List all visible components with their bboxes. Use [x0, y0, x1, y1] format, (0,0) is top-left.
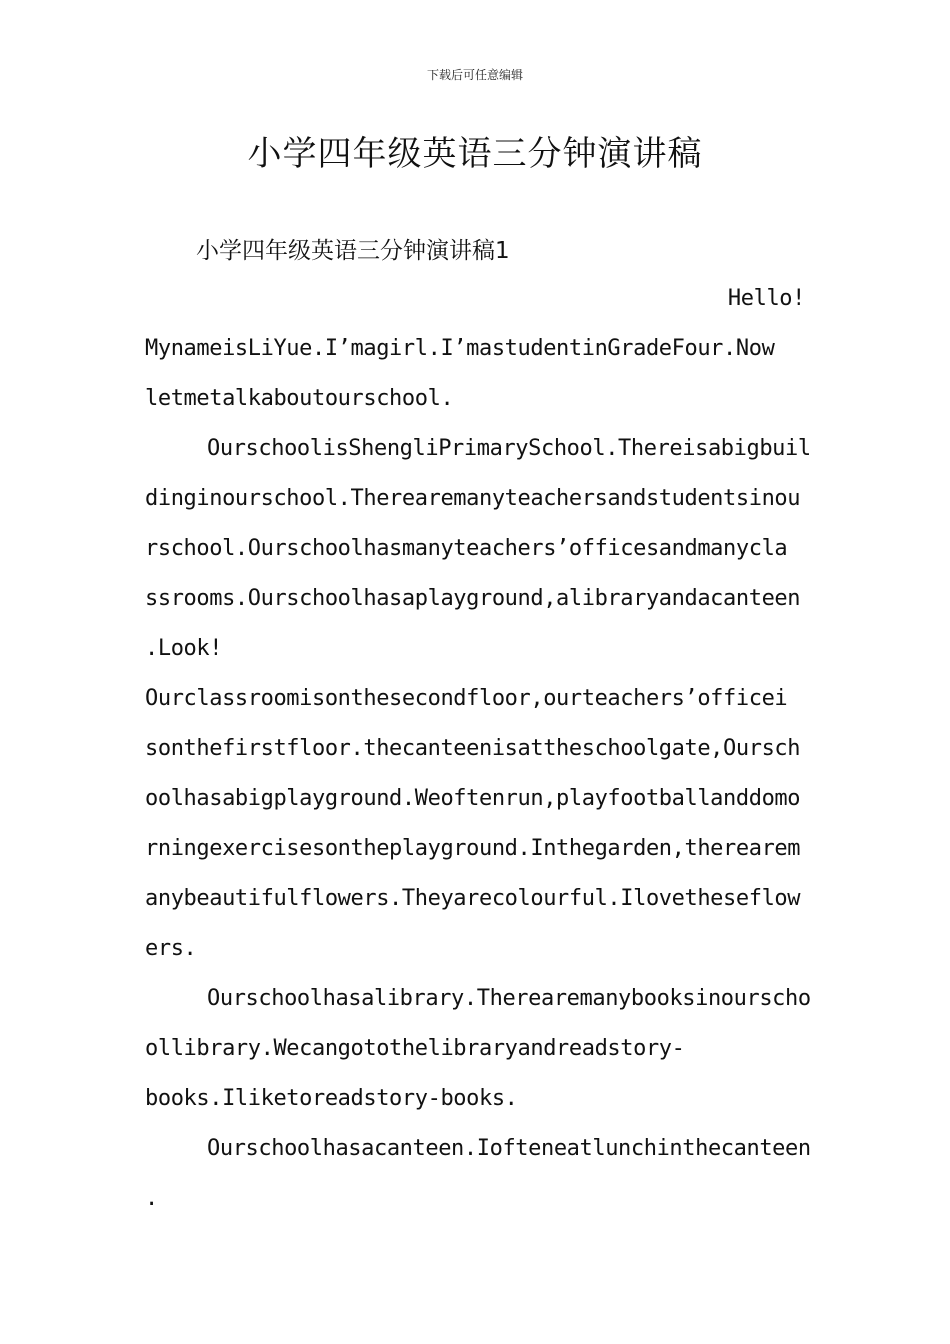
text-line: ssrooms.Ourschoolhasaplayground,alibraryandacanteen: [145, 586, 801, 611]
text-line: Hello!: [727, 286, 805, 311]
text-line: ers.: [145, 936, 197, 961]
text-line: .Look!: [145, 636, 223, 661]
text-line: books.Iliketoreadstory-books.: [145, 1086, 518, 1111]
text-line: letmetalkaboutourschool.: [145, 386, 454, 411]
text-line: ollibrary.Wecangotothelibraryandreadstory-: [145, 1036, 685, 1061]
text-line: anybeautifulflowers.Theyarecolourful.Ilovetheseflow: [145, 886, 801, 911]
text-line: dinginourschool.Therearemanyteachersandstudentsinou: [145, 486, 801, 511]
text-line: rningexercisesontheplayground.Inthegarden,therearem: [145, 836, 801, 861]
text-line: Ourclassroomisonthesecondfloor,ourteachers’officei: [145, 686, 788, 711]
section-heading: 小学四年级英语三分钟演讲稿1: [196, 238, 510, 264]
text-line: MynameisLiYue.I’magirl.I’mastudentinGradeFour.Now: [145, 336, 775, 361]
text-line: Ourschoolhasacanteen.Iofteneatlunchinthecanteen: [207, 1136, 811, 1161]
header-note: 下载后可任意编辑: [426, 68, 523, 82]
text-line: .: [145, 1186, 158, 1211]
text-line: OurschoolisShengliPrimarySchool.Thereisabigbuil: [207, 436, 811, 461]
text-line: oolhasabigplayground.Weoftenrun,playfootballanddomo: [145, 786, 801, 811]
text-line: rschool.Ourschoolhasmanyteachers’officesandmanycla: [145, 536, 788, 561]
text-line: sonthefirstfloor.thecanteenisattheschoolgate,Oursch: [145, 736, 801, 761]
document-title: 小学四年级英语三分钟演讲稿: [247, 134, 703, 174]
text-line: Ourschoolhasalibrary.Therearemanybooksinourscho: [207, 986, 811, 1011]
